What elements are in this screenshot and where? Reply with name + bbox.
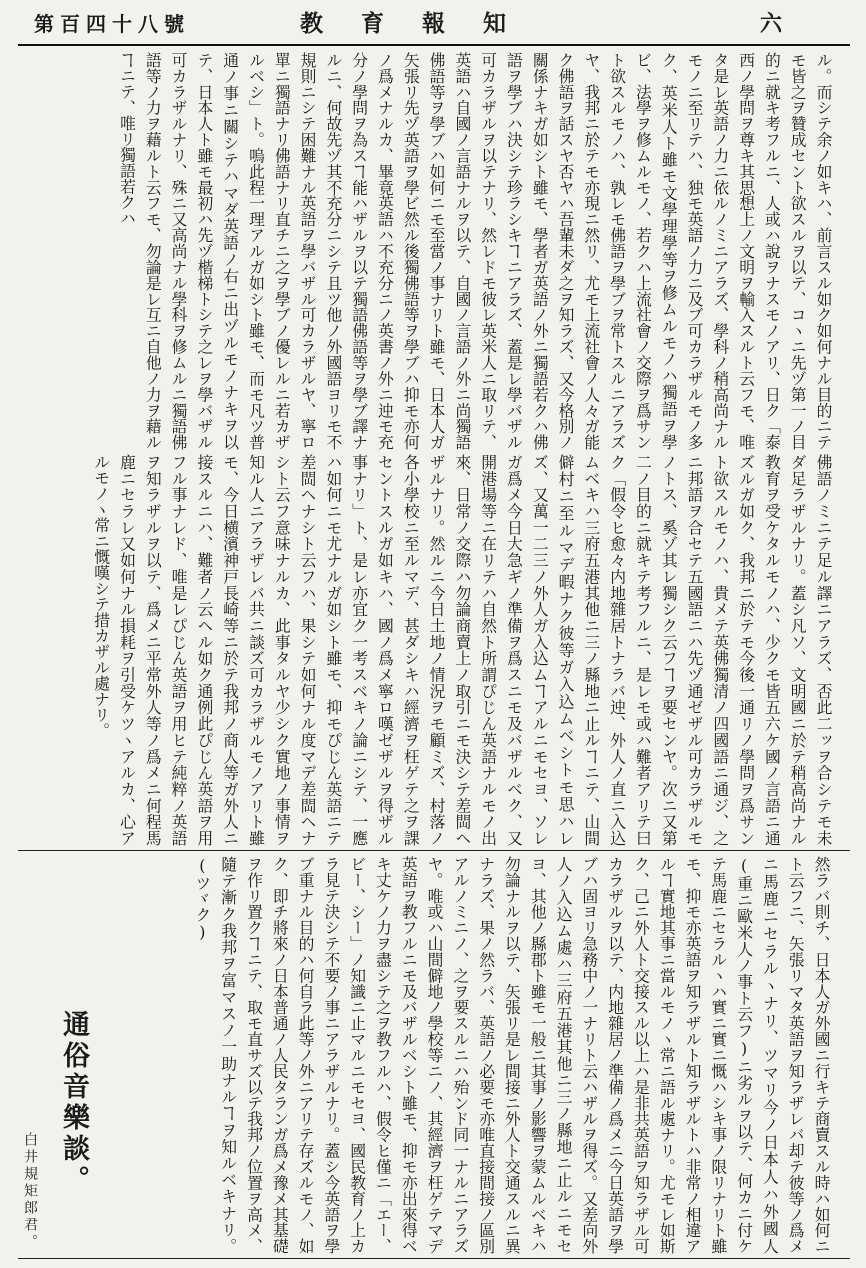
- body-paragraph: 然ラバ則チ、日本人ガ外國ニ行キテ商賣スル時ハ如何ニト云フニ、矢張リマタ英語ヲ知ラザレバ却テ彼等ノ爲メニ馬鹿ニセラルヽナリ、ツマリ今ノ日本人ハ外國人(重ニ歐米人ノ事ト云フ)ニ劣ルヲ以テ、何カニ付ケテ馬鹿ニセラルヽハ實ニ實ニ慨ハシキ事ノ限リナリト雖モ、抑モ亦英語ヲ知ラザルト知ラザルトハ非常ノ相違アルヿ實地其事ニ當ルモノヽ常ニ語ル處ナリ。尤モレ如斯ク、己ニ外人ト交接スル以上ハ是非共英語ヲ知ラザル可カラザルヲ以テ、内地雜居ノ準備ノ爲メニ今日英語ヲ學ブハ固ヨリ急務中ノ一ナリト云ハザルヲ得ズ。又差向外人ノ入込ム處ハ三府五港其他ニ三ノ縣地ニ止ルニモセヨ、其他ノ縣郡ト雖モ一般ニ其事ノ影響ヲ蒙ムルベキハ勿論ナルヲ以テ、矢張リ是レ間接ニ外人ト交通スルニ異ナラズ、果ノ然ラバ、英語ノ必要モ亦唯直接間接ノ區別アルノミニノ、之ヲ要スルニハ殆ンド同一ナルニアラズヤ。唯或ハ山間僻地ノ學校等ニノ、其經濟ヲ枉ゲテマデ英語ヲ教フルニモ及バザルベシト雖モ、抑モ亦出來得ベキ丈ケノ力ヲ盡シテ之ヲ教フルハ、假令ヒ僅ニ「エー、ビー、シー」ノ知識ニ止マルニモセヨ、國民教育ノ上カラ見テ決シテ不要ノ事ニアラザルナリ。蓋シ今英語ヲ學ブ重ナル目的ハ何自ラ此等ノ外ニアリテ存ズルモノ、如ク、即チ將來ノ日本普通ノ人民タランガ爲メ豫メ其基礎ヲ作リ置クヿニテ、取モ直サズ以テ我邦ノ位置ヲ高メ、隨テ漸ク我邦ヲ富マスノ一助ナルヿヲ知ルベキナリ。(ツヾク): [192, 856, 831, 1254]
- footer-rule: [18, 1258, 850, 1259]
- body-paragraph: 佛語ノミニテ足ル譯ニアラズ、否此二ッヲ合シテモ未ダ足ラザルナリ。蓋シ凡ソ、文明國ニ於テ稍高尚ナル教育ヲ受ケタルモノハ、少クモ皆五六ケ國ノ言語ニ通ズルガ如ク、我邦ニ於テモ今後一通リノ學問ヲ爲サント欲スルモノハ、貴メテ英佛獨清ノ四國語ニ通ジ、之ニ邦語ヲ合セテ五國語ニハ先ヅ通ゼザル可カラザルモノトス、奚ゾ其レ獨シク云フヿヲ要センヤ。次ニ又第二ノ目的ニ就キテ考フルニ、是レモ或ハ難者アリテ曰ク「假令ヒ愈々内地雜居トナラバ迚、外人ノ直ニ入込ムベキハ三府五港其他ニ三ノ縣地ニ止ルヿニテ、山間僻村ニ至ルマデ暇ナク彼等ガ入込ムベシトモ思ハレズ、又萬一二三ノ外人ガ入込ムヿアルニモセヨ、ソレガ爲メ今日大急ギノ準備ヲ爲スニモ及バザルベク、又開港場等ニ在リテハ自然ト所謂ぴじん英語ナルモノ出來、日常ノ交際ハ勿論商賣上ノ取引ニモ決シテ差閊ヘザルナリ。然ルニ今日土地ノ情況ヲモ顧ミズ、村落ノ各小學校ニ至ルマデ、甚ダシキハ經濟ヲ枉ゲテ之ヲ課セントスルガ如キハ、國ノ爲メ寧ロ嘆ゼザルヲ得ザル事ナリ」ト、是レ亦宜ク一考スベキノ論ニシテ、一應ハ如何ニモ尤ナルガ如シト雖モ、抑モぴじん英語ニテ差閊ヘナシト云フハ、果シテ如何ナル度マデ差閊ヘナシト云フ意味ナルカ、此事タルヤ少シク實地ノ事情ヲ知ル人ニアラザレバ共ニ談ズ可カラザルモノアリト雖モ、今日横濱神戸長崎等ニ於テ我邦ノ商人等ガ外人ニ接スルニハ、難者ノ云ヘル如ク通例此ぴじん英語ヲ用フル事ナレド、唯是レぴじん英語ヲ用ヒテ純粹ノ英語ヲ知ラザルヲ以テ、爲メニ平常外人等ノ爲メニ何程馬鹿ニセラレ又如何ナル損耗ヲ引受ケツヽアルカ、心アルモノヽ常ニ慨嘆シテ措カザル處ナリ。: [91, 454, 833, 846]
- body-paragraph: ル。而シテ余ノ如キハ、前言スル如ク如何ナル目的ニテモ皆之ヲ贊成セント欲スルヲ以テ、コヽニ先ヅ第一ノ目的ニ就キ考フルニ、人或ハ說ヲナスモノアリ、日ク「泰西ノ學問ヲ尊キ其思想上ノ文明ヲ輸入スルト云フモ、唯タ是レ英語ノ力ニ依ルノミニアラズ、學科ノ稍高尚ナルモノニ至リテハ、独モ英語ノ力ニ及ブ可カラザルモノ多ク、英米人ト雖モ文學理學等ヲ修ムルモノハ獨語ヲ學ビ、法學ヲ修ムルモノ、若クハ上流社會ノ交際ヲ爲サント欲スルモノハ、孰レモ佛語ヲ學ブヲ常トスルニアラズヤ、我邦ニ於テモ亦現ニ然リ、尤モ上流社會ノ人々ガ能ク佛語ヲ話スヤ否ヤハ吾輩未ダ之ヲ知ラズ、又今格別ノ關係ナキガ如シト雖モ、學者ガ英語ノ外ニ獨語若クハ佛語ヲ學ブハ決シテ珍ラシキヿニアラズ、蓋是レ學バザル可カラザルヲ以テナリ、然レドモ彼レ英米人ニ取リテ、英語ハ自國ノ言語ナルヲ以テ、自國ノ言語ノ外ニ尚獨語佛語等ヲ學ブハ如何ニモ至當ノ事ナリト雖モ、日本人ガ矢張リ先ヅ英語ヲ學ビ然ル後獨佛語等ヲ學ブハ抑モ亦何ノ爲メナルカ、畢竟英語ハ不充分ニノ英書ノ外ニ迚モ充分ノ學問ヲ為スヿ能ハザルヲ以テ獨語佛語等ヲ學ブ譯ナルニ、何故先ヅ其不充分ニシテ且ツ他ノ外國語ヨリモ不規則ニシテ困難ナル英語ヲ學バザル可カラザルヤ、寧ロ單ニ獨語ナリ佛語ナリ直チニ之ヲ學ブノ優レルニ若カザルベシ」ト。嗚此程一理アルガ如シト雖モ、而モ凡ツ普通ノ事ニ關シテハマダ英語ノ右ニ出ヅルモノナキヲ以テ、日本人ト雖モ最初ハ先ヅ楷梯トシテ之レヲ學バザル可カラザルナリ、殊ニ又高尚ナル學科ヲ修ムルニ獨語佛語等ノ力ヲ藉ルト云フモ、勿論是レ互ニ自他ノ力ヲ藉ルヿニテ、唯リ獨語若クハ: [117, 52, 833, 450]
- header-rule: [18, 44, 850, 46]
- section-divider: [18, 850, 850, 851]
- article-title: 通俗音樂談。: [58, 1010, 89, 1196]
- article-author: 白井規矩郎君。: [22, 1132, 38, 1251]
- issue-number: 第百四十八號: [34, 12, 190, 36]
- journal-title: 教育報知: [300, 10, 544, 37]
- page-header: [0, 6, 866, 42]
- page-number: 六: [760, 11, 783, 37]
